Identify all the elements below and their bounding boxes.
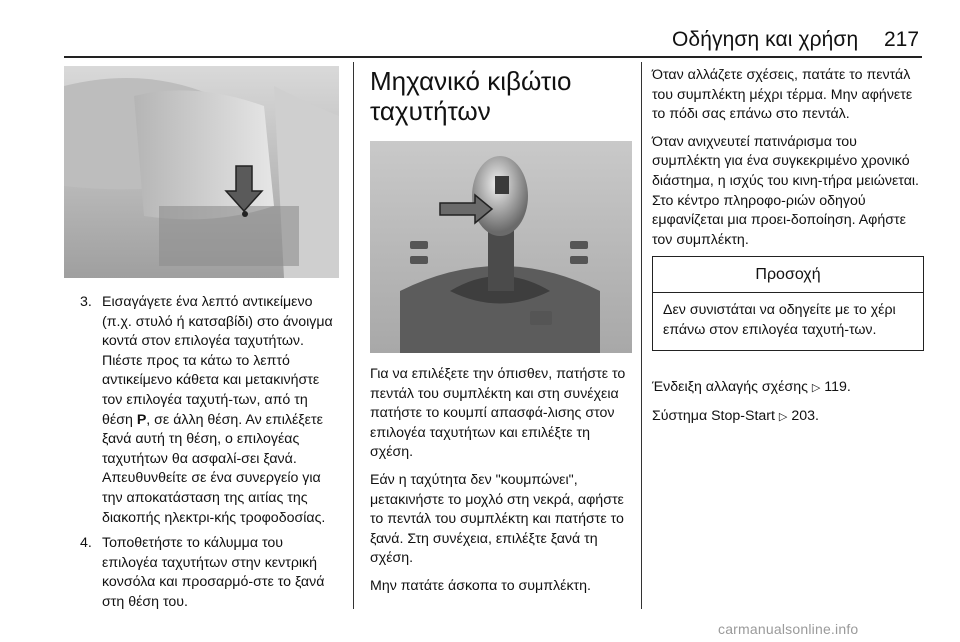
paragraph: Εάν η ταχύτητα δεν "κουμπώνει", μετακινήστε το μοχλό στη νεκρά, αφήστε το πεντάλ του συμπλέκτη και πατήστε το ξανά. Στη συνέχεια, επιλέξτε ξανά τη σχέση. bbox=[370, 471, 624, 567]
page-ref-arrow-icon: ▷ bbox=[811, 382, 821, 394]
caution-title: Προσοχή bbox=[653, 257, 923, 293]
position-label: P bbox=[136, 411, 147, 428]
page-number: 217 bbox=[884, 28, 920, 51]
cross-reference-link[interactable] bbox=[652, 407, 922, 428]
reference-page: 119. bbox=[820, 379, 851, 395]
list-item bbox=[80, 534, 342, 612]
list-item bbox=[80, 293, 342, 528]
watermark: carmanualsonline.info bbox=[718, 621, 859, 637]
reference-page: 203. bbox=[787, 407, 819, 424]
middle-column-text bbox=[370, 365, 634, 605]
paragraph: Μην πατάτε άσκοπα το συμπλέκτη. bbox=[370, 577, 591, 594]
page-header-title: Οδήγηση και χρήση bbox=[672, 28, 859, 51]
column-divider-2 bbox=[641, 62, 642, 609]
instruction-list bbox=[80, 293, 342, 613]
list-item-number: 4. bbox=[80, 535, 92, 552]
list-item-text: Εισαγάγετε ένα λεπτό αντικείμενο (π.χ. στυλό ή κατσαβίδι) στο άνοιγμα κοντά στον επιλογέα ταχυτήτων. Πιέστε προς τα κάτω το λεπτό αντικείμενο κάθετα και μετακινήστε τον επιλογέα ταχυτή-των, από τη θέση bbox=[102, 294, 333, 428]
caution-body: Δεν συνιστάται να οδηγείτε με το χέρι επάνω στον επιλογέα ταχυτή-των. bbox=[663, 302, 896, 338]
right-column-text bbox=[652, 66, 922, 258]
page-ref-arrow-icon: ▷ bbox=[778, 410, 788, 423]
paragraph: Όταν ανιχνευτεί πατινάρισμα του συμπλέκτη για ένα συγκεκριμένο χρονικό διάστημα, η ισχύς του κινη-τήρα μειώνεται. Στο κέντρο πληροφο-ριών οδηγού εμφανίζεται μια προει-δοποίηση. Αφήστε τον συμπλέκτη. bbox=[652, 133, 919, 248]
cross-references bbox=[652, 378, 922, 435]
photo-manual-gearshift bbox=[370, 141, 632, 353]
section-heading: Μηχανικό κιβώτιο ταχυτήτων bbox=[370, 66, 572, 126]
paragraph: Για να επιλέξετε την όπισθεν, πατήστε το πεντάλ του συμπλέκτη και στη συνέχεια πατήστε το κουμπί απασφά-λισης στον επιλογέα ταχυτήτων και επιλέξτε τη σχέση. bbox=[370, 366, 626, 461]
caution-callout bbox=[652, 256, 924, 351]
list-item-number: 3. bbox=[80, 294, 92, 310]
left-column-text bbox=[80, 293, 342, 619]
paragraph: Όταν αλλάζετε σχέσεις, πατάτε το πεντάλ του συμπλέκτη μέχρι τέρμα. Μην αφήνετε το πόδι σας επάνω στο πεντάλ. bbox=[652, 67, 913, 123]
cross-reference-link[interactable] bbox=[652, 378, 922, 399]
column-divider-1 bbox=[353, 62, 354, 609]
list-item-text: Τοποθετήστε το κάλυμμα του επιλογέα ταχυτήτων στην κεντρική κονσόλα και προσαρμό-στε το ξανά στη θέση του. bbox=[102, 535, 325, 610]
photo-automatic-selector bbox=[64, 66, 339, 278]
list-item-text-cont: , σε άλλη θέση. Αν επιλέξετε ξανά αυτή τη θέση, ο επιλογέας ταχυτήτων θα ασφαλί-σει ξανά. Απευθυνθείτε σε ένα συνεργείο για την αποκατάσταση της αιτίας της διακοπής ηλεκτρι-κής τροφοδοσίας. bbox=[102, 411, 326, 526]
reference-text: Σύστημα Stop-Start bbox=[652, 407, 779, 424]
header-rule bbox=[64, 56, 922, 58]
reference-text: Ένδειξη αλλαγής σχέσης bbox=[652, 379, 812, 395]
